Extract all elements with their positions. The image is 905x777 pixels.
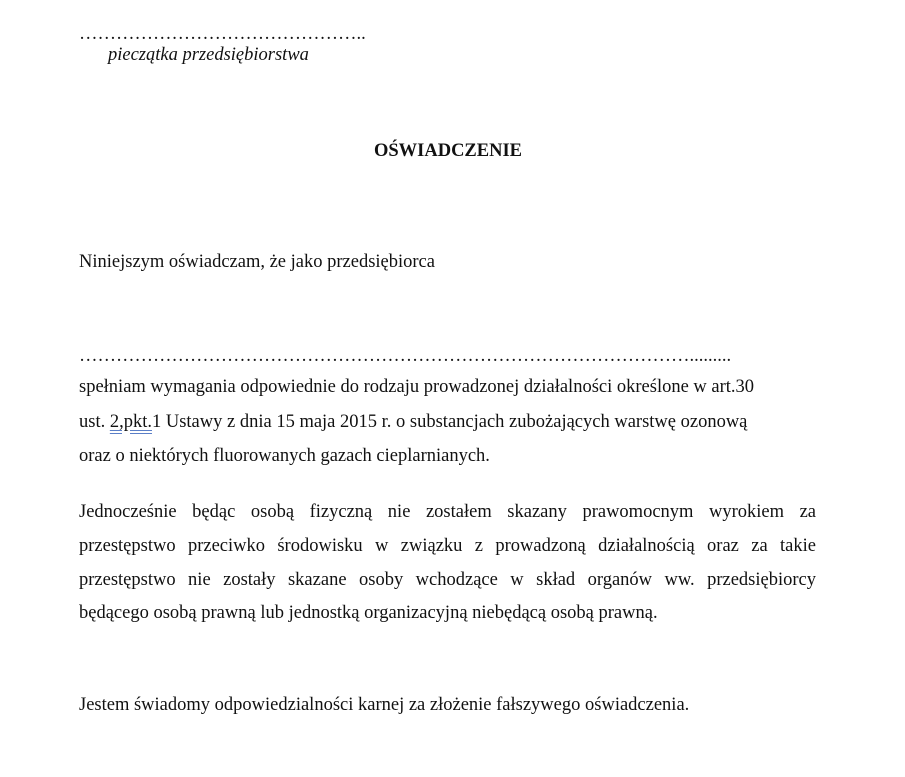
paragraph2-line4: będącego osobą prawną lub jednostką organizacyjną niebędącą osobą prawną.	[79, 603, 658, 623]
entrepreneur-name-field: ……………………………………………………………………………………….........	[79, 346, 732, 366]
intro-text: Niniejszym oświadczam, że jako przedsiębiorca	[79, 252, 435, 272]
paragraph1-line3: oraz o niektórych fluorowanych gazach cieplarnianych.	[79, 446, 490, 466]
stamp-label: pieczątka przedsiębiorstwa	[108, 45, 309, 65]
paragraph2-line1: Jednocześnie będąc osobą fizyczną nie zostałem skazany prawomocnym wyrokiem za	[79, 502, 816, 522]
paragraph1-line2-prefix: ust.	[79, 412, 110, 432]
paragraph2-line2: przestępstwo przeciwko środowisku w związku z prowadzoną działalnością oraz za takie	[79, 536, 816, 556]
spellcheck-underlined-text: 2,pkt.	[109, 412, 152, 432]
paragraph2-line3: przestępstwo nie zostały skazane osoby wchodzące w skład organów ww. przedsiębiorcy	[79, 570, 816, 590]
paragraph1-line1: spełniam wymagania odpowiednie do rodzaju prowadzonej działalności określone w art.30	[79, 377, 755, 397]
paragraph1-line2	[79, 413, 747, 432]
paragraph1-line2-suffix: 1 Ustawy z dnia 15 maja 2015 r. o substancjach zubożających warstwę ozonową	[151, 412, 748, 432]
document-title: OŚWIADCZENIE	[373, 141, 523, 161]
stamp-signature-line: ………………………………………..	[79, 24, 366, 44]
closing-statement: Jestem świadomy odpowiedzialności karnej za złożenie fałszywego oświadczenia.	[79, 695, 690, 715]
